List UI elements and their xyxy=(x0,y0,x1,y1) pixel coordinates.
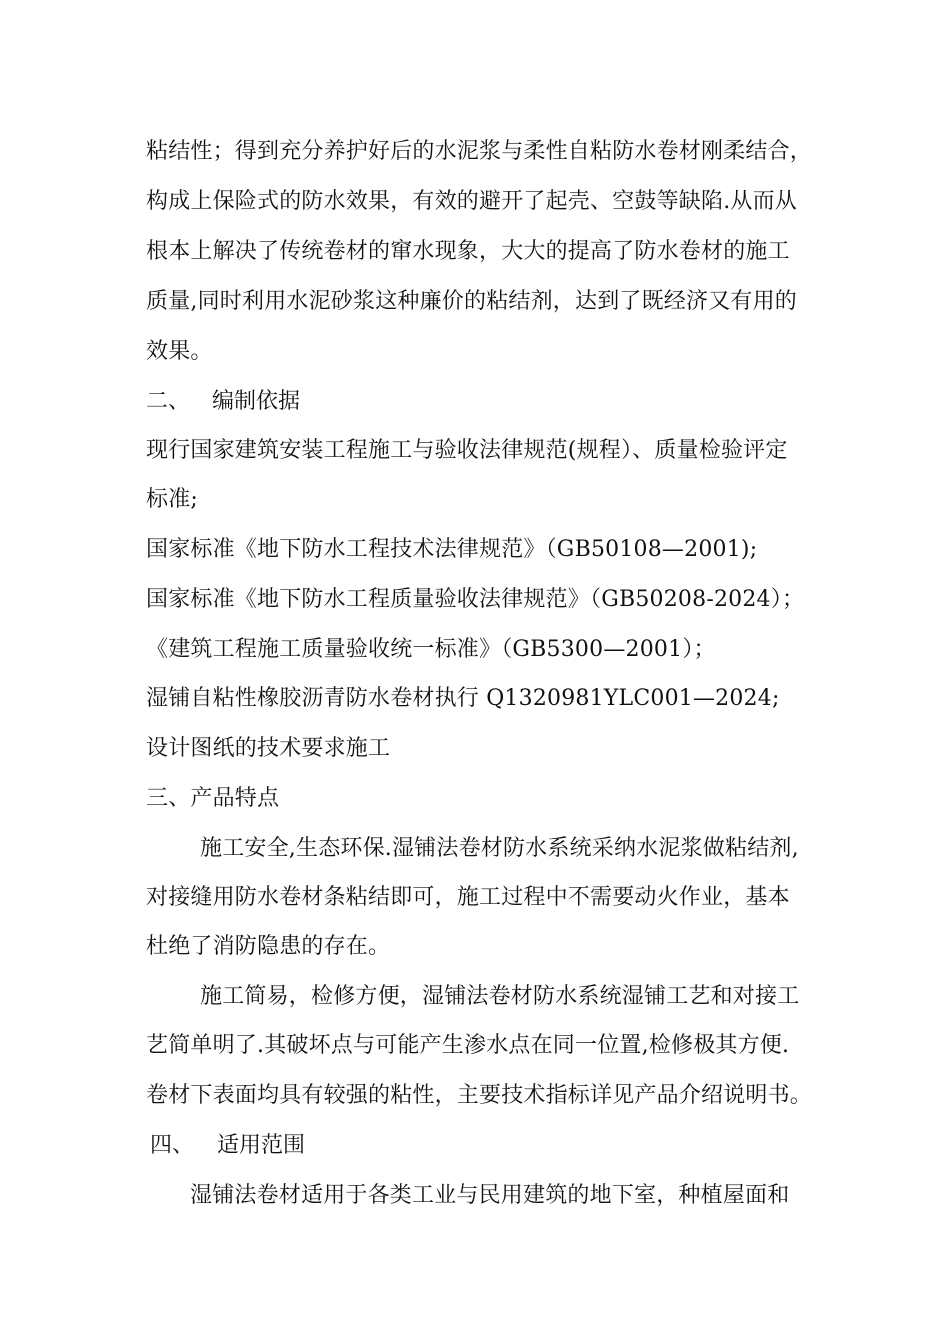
intro-line-1: 粘结性；得到充分养护好后的水泥浆与柔性自粘防水卷材刚柔结合， xyxy=(146,139,813,164)
intro-line-3: 根本上解决了传统卷材的窜水现象，大大的提高了防水卷材的施工 xyxy=(146,239,790,264)
section-4-title: 适用范围 xyxy=(217,1133,306,1158)
section-2-line-2: 标准; xyxy=(146,487,199,512)
section-2-line-5: 《建筑工程施工质量验收统一标准》（GB5300—2001）； xyxy=(146,637,716,662)
section-3-para-2-line-3: 卷材下表面均具有较强的粘性，主要技术指标详见产品介绍说明书。 xyxy=(146,1083,813,1108)
intro-line-2: 构成上保险式的防水效果，有效的避开了起壳、空鼓等缺陷.从而从 xyxy=(146,189,797,214)
section-3-para-2-line-2: 艺简单明了.其破坏点与可能产生渗水点在同一位置,检修极其方便. xyxy=(146,1033,790,1058)
section-2-line-6: 湿铺自粘性橡胶沥青防水卷材执行 Q1320981YLC001—2024; xyxy=(146,686,780,711)
section-3-heading: 三、产品特点 xyxy=(146,786,280,811)
section-2-line-4: 国家标准《地下防水工程质量验收法律规范》（GB50208-2024）； xyxy=(146,587,805,612)
section-2-title: 编制依据 xyxy=(212,389,301,414)
section-2-line-3: 国家标准《地下防水工程技术法律规范》（GB50108—2001); xyxy=(146,537,758,562)
intro-line-4: 质量,同时利用水泥砂浆这种廉价的粘结剂，达到了既经济又有用的 xyxy=(146,289,797,314)
section-3-para-1-line-1: 施工安全,生态环保.湿铺法卷材防水系统采纳水泥浆做粘结剂, xyxy=(200,836,799,861)
section-4-line-1: 湿铺法卷材适用于各类工业与民用建筑的地下室，种植屋面和 xyxy=(190,1183,790,1208)
section-3-para-2-line-1: 施工简易，检修方便，湿铺法卷材防水系统湿铺工艺和对接工 xyxy=(200,984,800,1009)
section-2-line-7: 设计图纸的技术要求施工 xyxy=(146,736,391,761)
section-3-para-1-line-2: 对接缝用防水卷材条粘结即可，施工过程中不需要动火作业，基本 xyxy=(146,885,790,910)
section-2-number: 二、 xyxy=(146,389,191,414)
section-3-para-1-line-3: 杜绝了消防隐患的存在。 xyxy=(146,934,391,959)
section-4-number: 四、 xyxy=(150,1133,195,1158)
section-2-line-1: 现行国家建筑安装工程施工与验收法律规范(规程）、质量检验评定 xyxy=(146,438,788,463)
intro-line-5: 效果。 xyxy=(146,339,213,364)
